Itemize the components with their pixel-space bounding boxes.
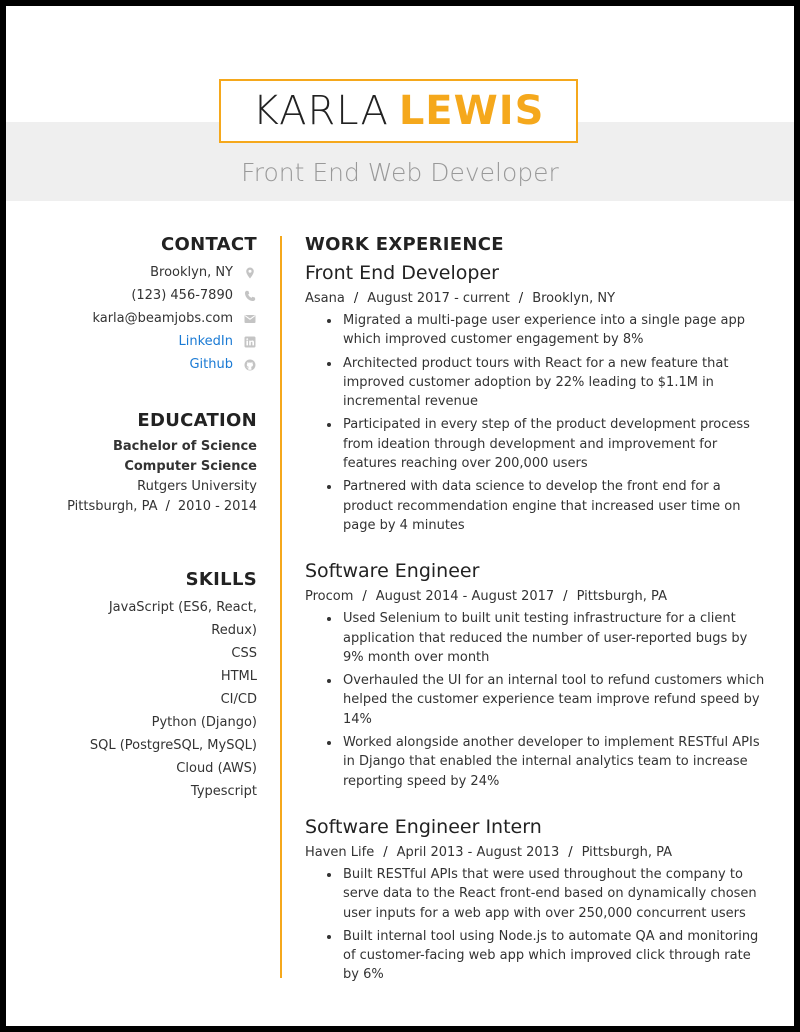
education-school: Rutgers University — [137, 479, 257, 494]
skills-section — [66, 569, 257, 803]
linkedin-icon — [243, 335, 257, 349]
contact-heading: CONTACT — [161, 234, 257, 255]
github-link[interactable]: Github — [189, 357, 233, 372]
job-location: Brooklyn, NY — [532, 291, 616, 306]
separator-slash: / — [563, 589, 568, 605]
skills-heading: SKILLS — [185, 569, 257, 590]
job-entry — [305, 559, 767, 791]
skill-item: CI/CD — [220, 692, 257, 707]
job-meta — [305, 289, 767, 309]
name-box — [219, 79, 578, 143]
bullet-item: Built RESTful APIs that were used throughout the company to serve data to the React front-end based on dynamically chosen user inputs for a web app with over 250,000 concurrent users — [343, 865, 767, 923]
work-experience-heading: WORK EXPERIENCE — [305, 234, 504, 255]
bullet-item: Overhauled the UI for an internal tool to refund customers which helped the customer experience team improve refund speed by 14% — [343, 671, 767, 729]
job-entry — [305, 815, 767, 985]
bullet-item: Participated in every step of the product development process from ideation through development and improvement for features reaching over 200,000 users — [343, 415, 767, 473]
contact-location-text: Brooklyn, NY — [150, 265, 233, 280]
envelope-icon — [243, 312, 257, 326]
contact-phone — [66, 284, 257, 307]
skill-item: JavaScript (ES6, React, Redux) — [108, 600, 257, 638]
contact-location — [66, 261, 257, 284]
bullet-item: Migrated a multi-page user experience into a single page app which improved customer engagement by 8% — [343, 311, 767, 350]
job-dates: August 2014 - August 2017 — [375, 589, 555, 605]
skill-item: CSS — [231, 646, 257, 661]
phone-icon — [243, 289, 257, 303]
left-column — [66, 234, 257, 803]
education-heading: EDUCATION — [137, 410, 257, 431]
job-location: Pittsburgh, PA — [576, 589, 667, 605]
skill-item: SQL (PostgreSQL, MySQL) — [89, 738, 257, 753]
job-role: Software Engineer — [305, 560, 480, 583]
education-section — [66, 410, 257, 517]
contact-phone-text: (123) 456-7890 — [131, 288, 233, 303]
contact-linkedin[interactable] — [66, 330, 257, 353]
separator-slash: / — [165, 499, 170, 514]
education-location: Pittsburgh, PA — [67, 499, 158, 514]
job-entry — [305, 261, 767, 535]
last-name: LEWIS — [398, 88, 545, 134]
bullet-item: Architected product tours with React for a new feature that improved customer adoption by 22% leading to $1.1M in incremental revenue — [343, 354, 767, 412]
skill-item: HTML — [220, 669, 257, 684]
skill-item: Cloud (AWS) — [176, 761, 257, 776]
separator-slash: / — [518, 291, 524, 306]
job-location: Pittsburgh, PA — [581, 844, 673, 860]
contact-github[interactable] — [66, 353, 257, 376]
education-major: Computer Science — [124, 459, 257, 474]
job-bullets — [305, 609, 767, 791]
job-role: Software Engineer Intern — [305, 815, 542, 838]
job-meta — [305, 587, 767, 607]
education-degree: Bachelor of Science — [112, 439, 257, 454]
location-pin-icon — [243, 266, 257, 280]
separator-slash: / — [383, 844, 388, 860]
first-name: KARLA — [252, 88, 389, 134]
column-divider — [280, 236, 282, 978]
job-bullets — [305, 865, 767, 985]
job-meta — [305, 843, 767, 863]
resume-page — [6, 6, 794, 1026]
bullet-item: Partnered with data science to develop the front end for a product recommendation engine that increased user time on page by 4 minutes — [343, 477, 767, 535]
job-role: Front End Developer — [305, 262, 499, 284]
separator-slash: / — [362, 589, 367, 605]
skill-item: Python (Django) — [151, 715, 257, 730]
job-title: Front End Web Developer — [241, 158, 559, 187]
job-company: Procom — [305, 589, 354, 605]
bullet-item: Built internal tool using Node.js to automate QA and monitoring of customer-facing web app which improved click through rate by 6% — [343, 927, 767, 985]
education-years: 2010 - 2014 — [177, 499, 257, 514]
contact-email-text[interactable]: karla@beamjobs.com — [92, 311, 233, 326]
right-column — [305, 234, 767, 1009]
github-icon — [243, 358, 257, 372]
job-dates: April 2013 - August 2013 — [396, 844, 560, 860]
bullet-item: Used Selenium to built unit testing infrastructure for a client application that reduced the number of user-reported bugs by 9% month over month — [343, 609, 767, 667]
contact-email[interactable] — [66, 307, 257, 330]
job-dates: August 2017 - current — [367, 291, 510, 306]
job-bullets — [305, 311, 767, 535]
job-company: Asana — [305, 291, 345, 306]
education-meta — [66, 497, 257, 517]
linkedin-link[interactable]: LinkedIn — [178, 334, 233, 349]
job-company: Haven Life — [305, 844, 375, 860]
skill-item: Typescript — [190, 784, 257, 799]
bullet-item: Worked alongside another developer to implement RESTful APIs in Django that enabled the internal analytics team to increase reporting speed by 24% — [343, 733, 767, 791]
separator-slash: / — [353, 291, 359, 306]
separator-slash: / — [568, 844, 573, 860]
